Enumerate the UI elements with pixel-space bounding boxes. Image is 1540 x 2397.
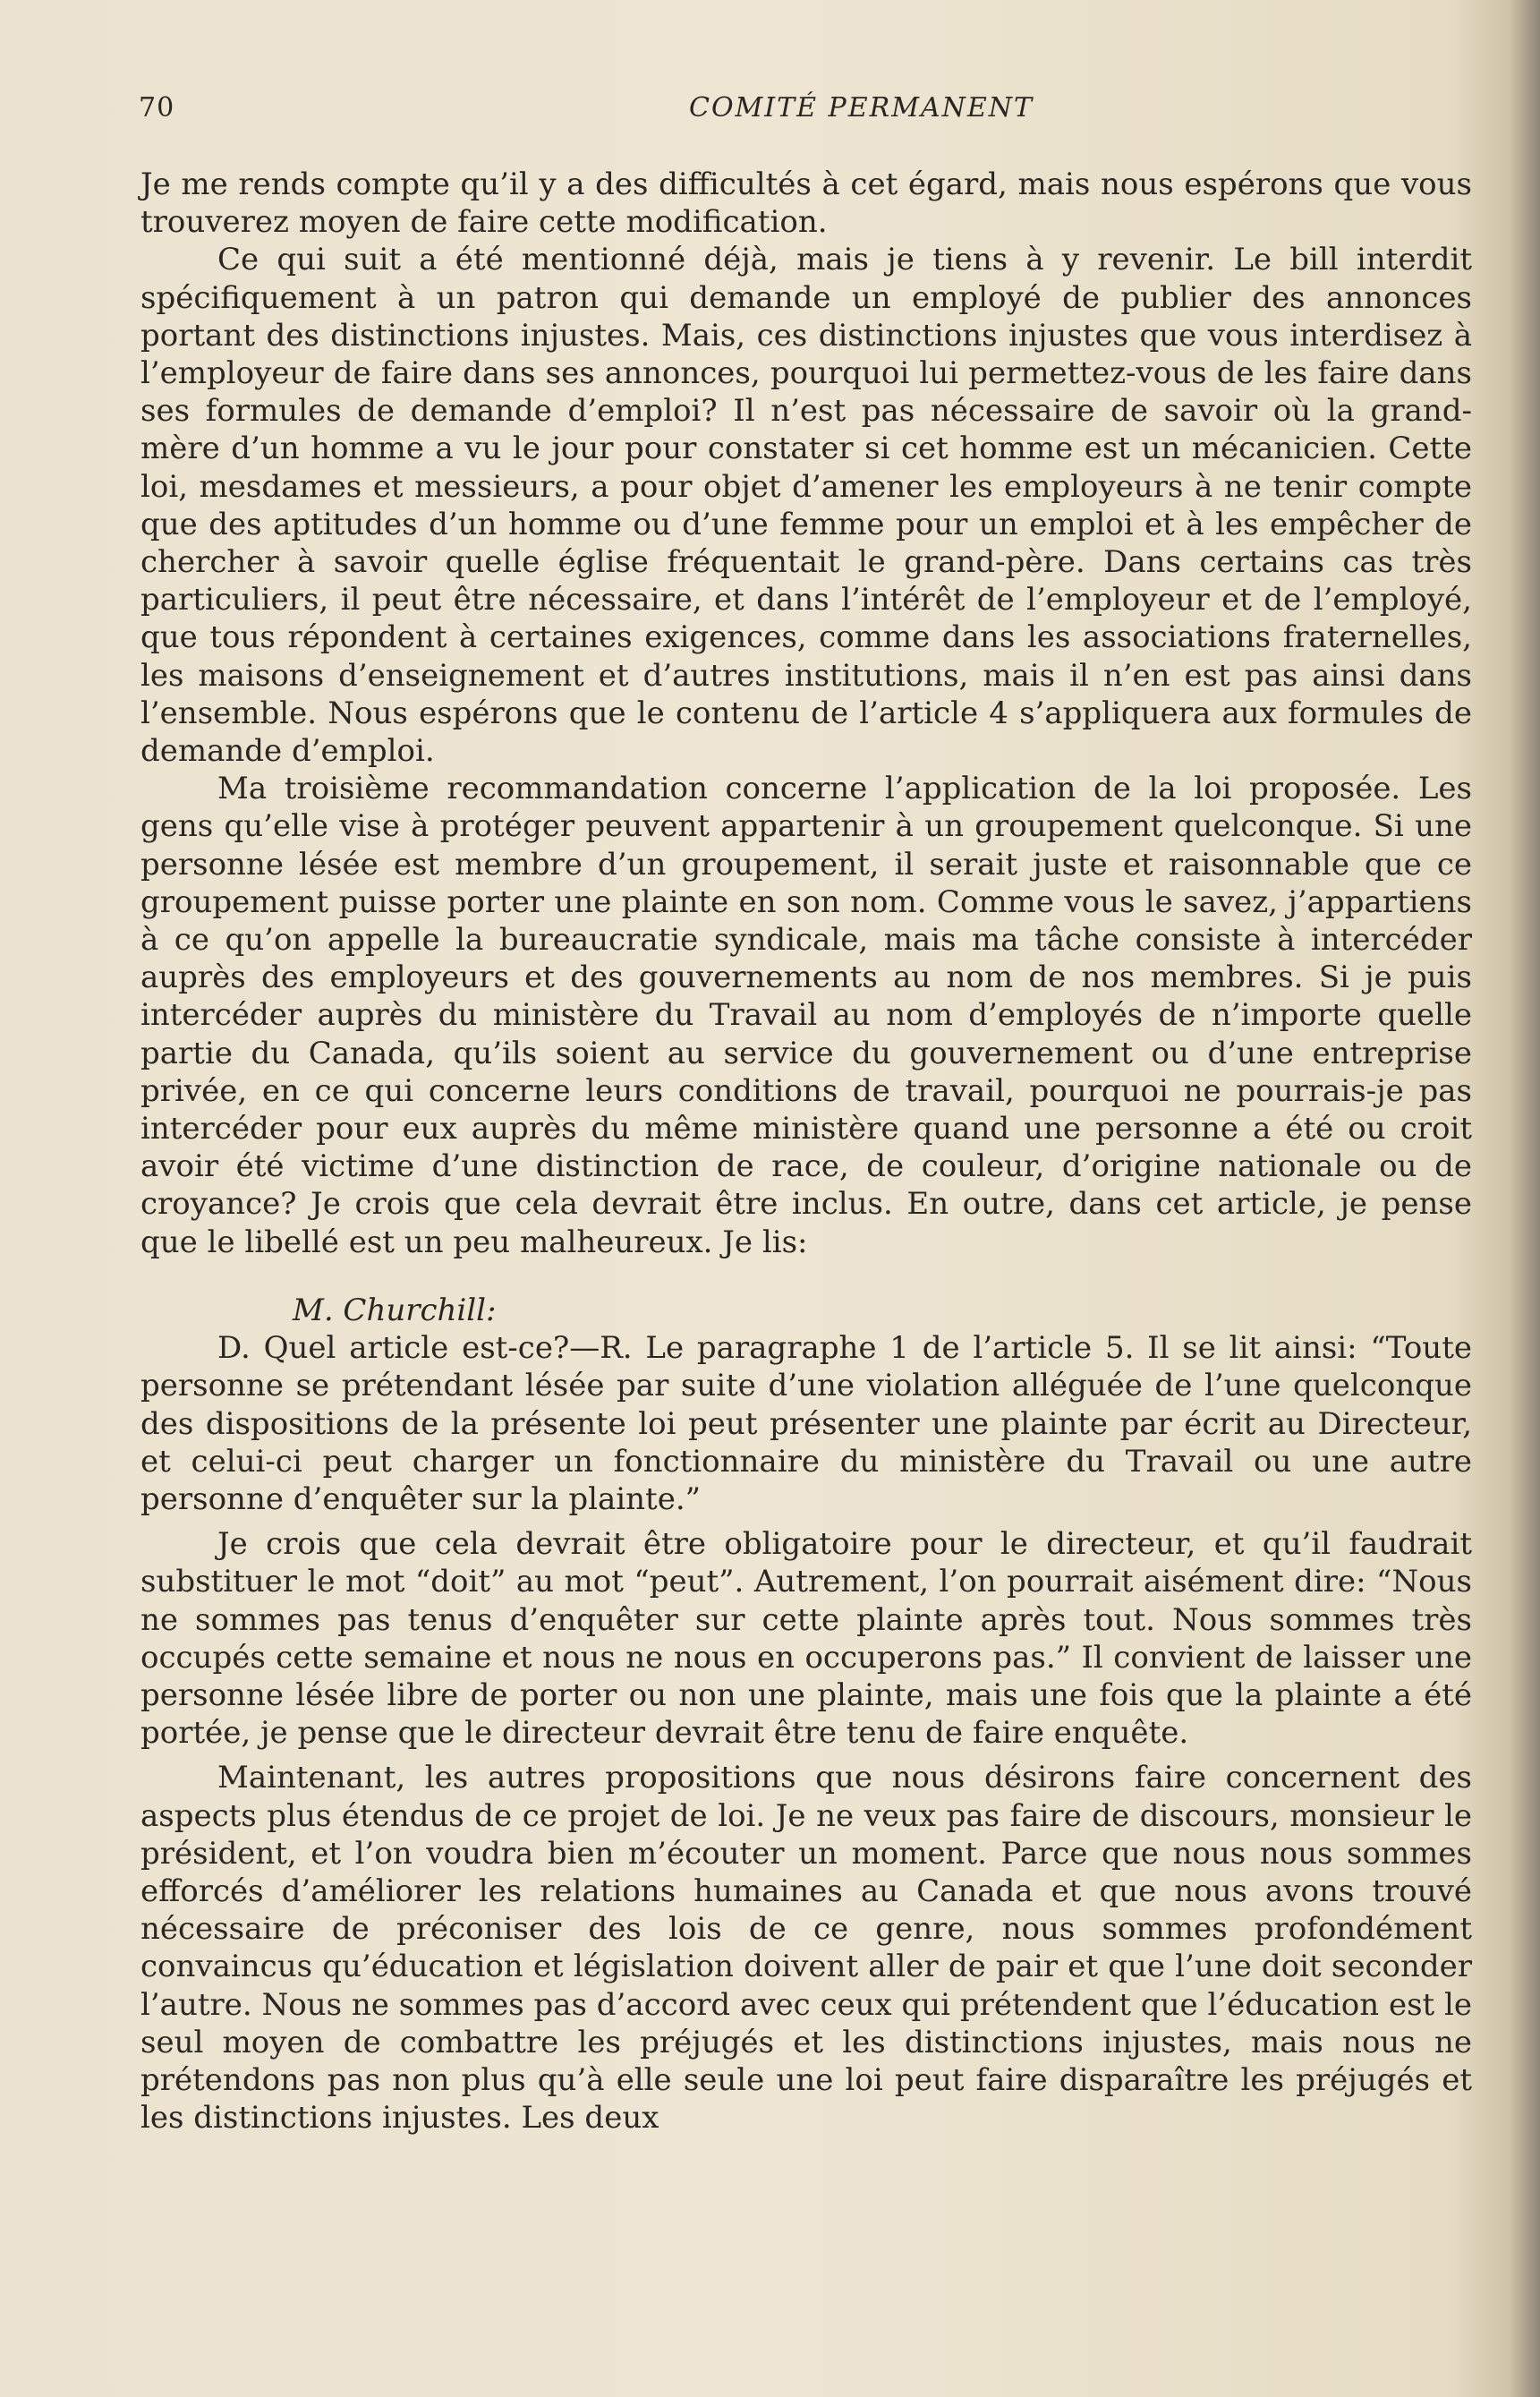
page-header <box>139 92 1476 132</box>
paragraph: Ce qui suit a été mentionné déjà, mais je tiens à y revenir. Le bill interdit spécifiquement à un patron qui demande un employé de publier des annonces portant des distinctions injustes. Mais, ces distinctions injustes que vous interdisez à l’employeur de faire dans ses annonces, pourquoi lui permettez-vous de les faire dans ses formules de demande d’emploi? Il n’est pas nécessaire de savoir où la grand-mère d’un homme a vu le jour pour constater si cet homme est un mécanicien. Cette loi, mesdames et messieurs, a pour objet d’amener les employeurs à ne tenir compte que des aptitudes d’un homme ou d’une femme pour un emploi et à les empêcher de chercher à savoir quelle église fréquentait le grand-père. Dans certains cas très particuliers, il peut être nécessaire, et dans l’intérêt de l’employeur et de l’employé, que tous répondent à certaines exigences, comme dans les associations fraternelles, les maisons d’enseignement et d’autres institutions, mais il n’en est pas ainsi dans l’ensemble. Nous espérons que le contenu de l’article 4 s’appliquera aux formules de demande d’emploi. <box>140 242 1472 770</box>
page-number: 70 <box>139 92 175 124</box>
speaker-label: M. Churchill: <box>293 1292 497 1328</box>
body-text <box>140 166 1472 2137</box>
paragraph: Ma troisième recommandation concerne l’application de la loi proposée. Les gens qu’elle vise à protéger peuvent appartenir à un groupement quelconque. Si une personne lésée est membre d’un groupement, il serait juste et raisonnable que ce groupement puisse porter une plainte en son nom. Comme vous le savez, j’appartiens à ce qu’on appelle la bureaucratie syndicale, mais ma tâche consiste à intercéder auprès des employeurs et des gouvernements au nom de nos membres. Si je puis intercéder auprès du ministère du Travail au nom d’employés de n’importe quelle partie du Canada, qu’ils soient au service du gouvernement ou d’une entreprise privée, en ce qui concerne leurs conditions de travail, pourquoi ne pourrais-je pas intercéder pour eux auprès du même ministère quand une personne a été ou croit avoir été victime d’une distinction de race, de couleur, d’origine nationale ou de croyance? Je crois que cela devrait être inclus. En outre, dans cet article, je pense que le libellé est un peu malheureux. Je lis: <box>140 771 1472 1260</box>
paragraph: Maintenant, les autres propositions que nous désirons faire concernent des aspects plus étendus de ce projet de loi. Je ne veux pas faire de discours, monsieur le président, et l’on voudra bien m’écouter un moment. Parce que nous nous sommes efforcés d’améliorer les relations humaines au Canada et que nous avons trouvé nécessaire de préconiser des lois de ce genre, nous sommes profondément convaincus qu’éducation et législation doivent aller de pair et que l’une doit seconder l’autre. Nous ne sommes pas d’accord avec ceux qui prétendent que l’éducation est le seul moyen de combattre les préjugés et les distinctions injustes, mais nous ne prétendons pas non plus qu’à elle seule une loi peut faire disparaître les préjugés et les distinctions injustes. Les deux <box>140 1760 1473 2137</box>
paragraph-question: D. Quel article est-ce?—R. Le paragraphe 1 de l’article 5. Il se lit ainsi: “Toute personne se prétendant lésée par suite d’une violation alléguée de l’une quelconque des dispositions de la présente loi peut présenter une plainte par écrit au Directeur, et celui-ci peut charger un fonctionnaire du ministère du Travail ou une autre personne d’enquêter sur la plainte.” <box>140 1330 1472 1517</box>
paragraph: Je crois que cela devrait être obligatoire pour le directeur, et qu’il faudrait substituer le mot “doit” au mot “peut”. Autrement, l’on pourrait aisément dire: “Nous ne sommes pas tenus d’enquêter sur cette plainte après tout. Nous sommes très occupés cette semaine et nous ne nous en occuperons pas.” Il convient de laisser une personne lésée libre de porter ou non une plainte, mais une fois que la plainte a été portée, je pense que le directeur devrait être tenu de faire enquête. <box>140 1526 1472 1752</box>
running-head: COMITÉ PERMANENT <box>688 92 1034 124</box>
paragraph-continuation: Je me rends compte qu’il y a des difficultés à cet égard, mais nous espérons que vous trouverez moyen de faire cette modification. <box>140 166 1472 241</box>
